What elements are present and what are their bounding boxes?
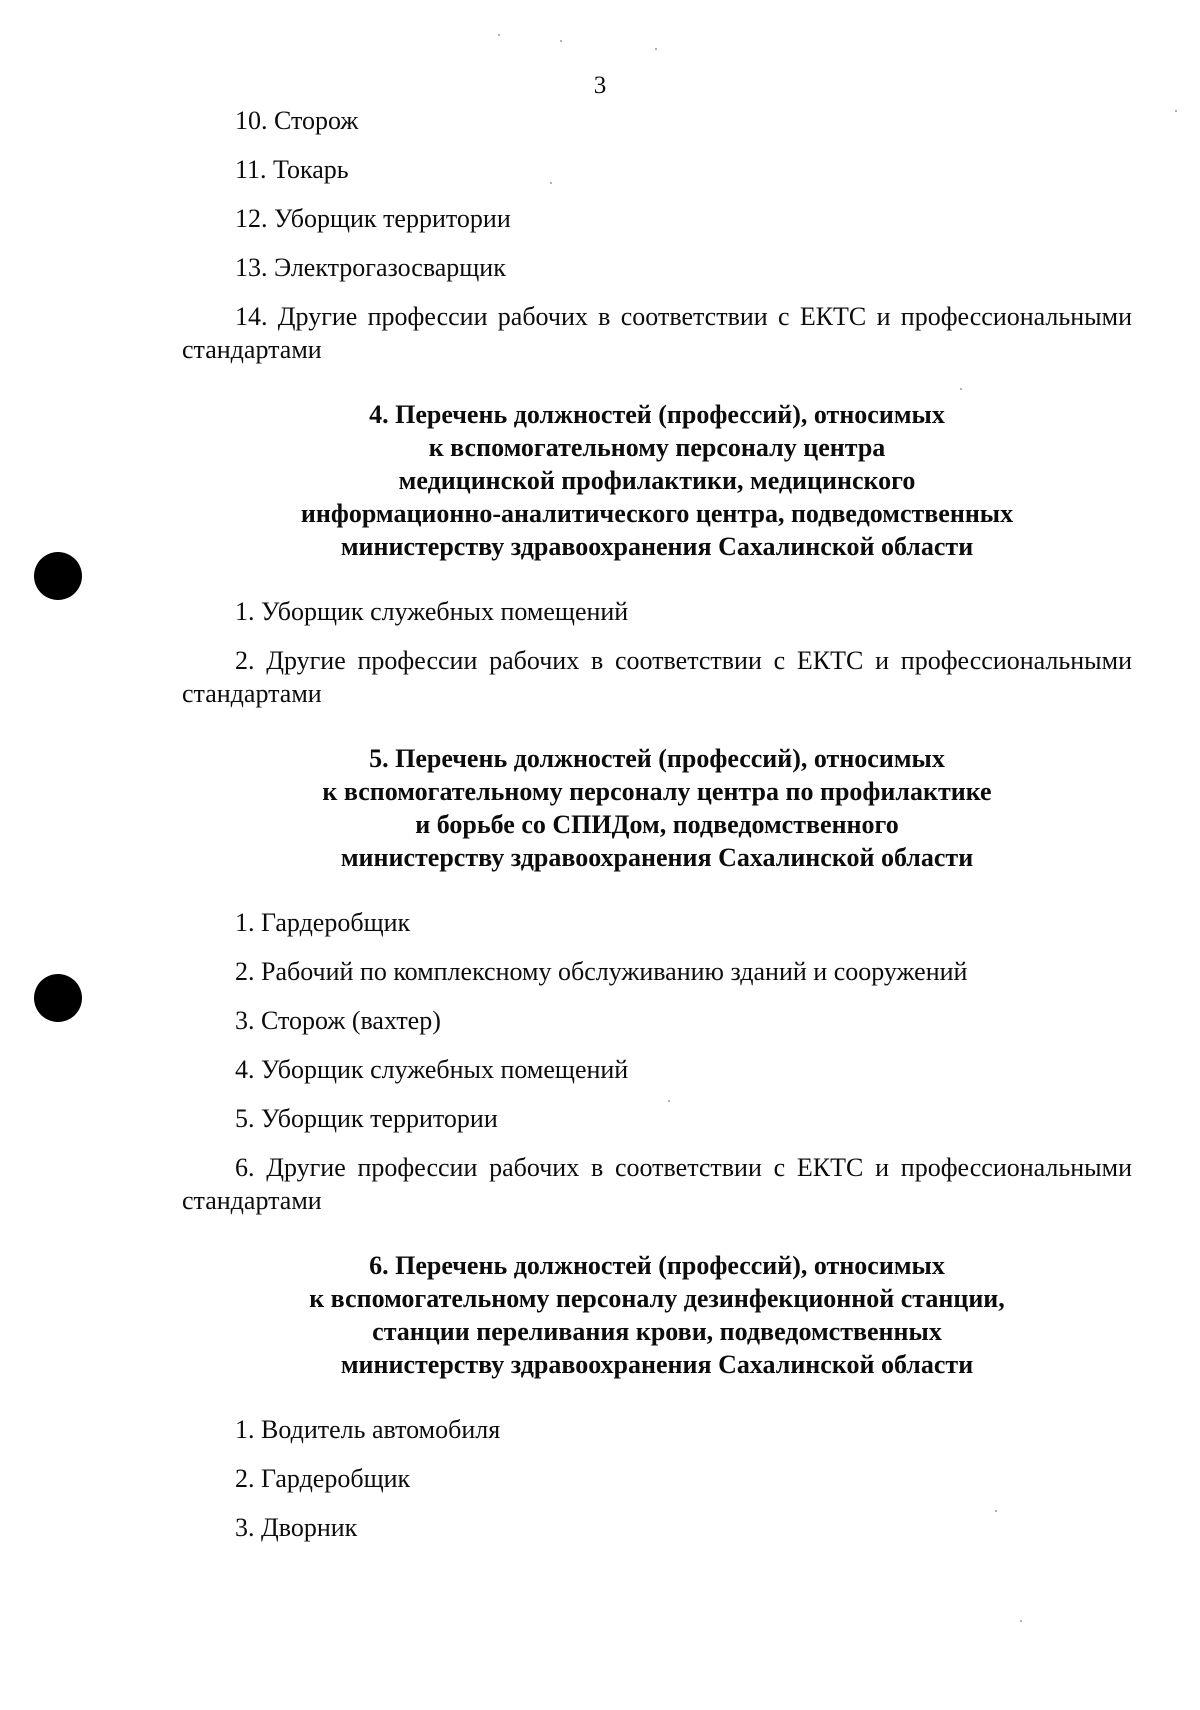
- scan-speck: [498, 34, 500, 36]
- scan-speck: [1020, 1620, 1022, 1622]
- section-4-heading: [182, 398, 1132, 563]
- list-item: 3. Сторож (вахтер): [235, 1006, 441, 1035]
- punch-hole-lower: [34, 974, 82, 1022]
- scan-speck: [1175, 110, 1177, 112]
- section-6-list: [182, 1413, 1132, 1544]
- heading-line: министерству здравоохранения Сахалинской области: [340, 532, 974, 561]
- list-continuation: [182, 104, 1132, 366]
- heading-line: к вспомогательному персоналу центра: [428, 433, 886, 462]
- list-item: 1. Водитель автомобиля: [235, 1415, 501, 1444]
- heading-line: станции переливания крови, подведомственных: [372, 1317, 942, 1346]
- list-item: 6. Другие профессии рабочих в соответствии с ЕКТС и профессиональными стандартами: [182, 1153, 1132, 1215]
- list-item: 3. Дворник: [235, 1513, 358, 1542]
- scan-speck: [560, 40, 562, 42]
- scan-speck: [550, 182, 552, 184]
- list-item: 2. Рабочий по комплексному обслуживанию зданий и сооружений: [235, 957, 968, 986]
- page-number: 3: [593, 72, 607, 99]
- list-item: 1. Уборщик служебных помещений: [235, 597, 629, 626]
- heading-line: информационно-аналитического центра, подведомственных: [300, 499, 1014, 528]
- heading-line: министерству здравоохранения Сахалинской области: [340, 843, 974, 872]
- heading-line: министерству здравоохранения Сахалинской области: [340, 1350, 974, 1379]
- scan-speck: [995, 1510, 997, 1512]
- document-body: [182, 104, 1132, 1544]
- punch-hole-upper: [34, 552, 82, 600]
- heading-line: и борьбе со СПИДом, подведомственного: [415, 810, 899, 839]
- scan-speck: [668, 1100, 670, 1102]
- list-item: 14. Другие профессии рабочих в соответствии с ЕКТС и профессиональными стандартами: [182, 302, 1132, 364]
- section-4-list: [182, 595, 1132, 710]
- section-6-heading: [182, 1249, 1132, 1381]
- heading-line: 6. Перечень должностей (профессий), относимых: [369, 1251, 945, 1280]
- scan-speck: [655, 48, 657, 50]
- list-item: 11. Токарь: [235, 155, 349, 184]
- section-5-heading: [182, 742, 1132, 874]
- list-item: 1. Гардеробщик: [235, 908, 411, 937]
- section-5-list: [182, 906, 1132, 1217]
- list-item: 2. Гардеробщик: [235, 1464, 411, 1493]
- list-item: 5. Уборщик территории: [235, 1104, 498, 1133]
- heading-line: к вспомогательному персоналу дезинфекционной станции,: [309, 1284, 1005, 1313]
- scan-speck: [960, 388, 962, 390]
- heading-line: 5. Перечень должностей (профессий), относимых: [369, 744, 945, 773]
- list-item: 2. Другие профессии рабочих в соответствии с ЕКТС и профессиональными стандартами: [182, 646, 1132, 708]
- list-item: 4. Уборщик служебных помещений: [235, 1055, 629, 1084]
- heading-line: 4. Перечень должностей (профессий), относимых: [369, 400, 945, 429]
- heading-line: к вспомогательному персоналу центра по профилактике: [322, 777, 992, 806]
- heading-line: медицинской профилактики, медицинского: [398, 466, 916, 495]
- list-item: 10. Сторож: [235, 106, 359, 135]
- list-item: 13. Электрогазосварщик: [235, 253, 506, 282]
- list-item: 12. Уборщик территории: [235, 204, 511, 233]
